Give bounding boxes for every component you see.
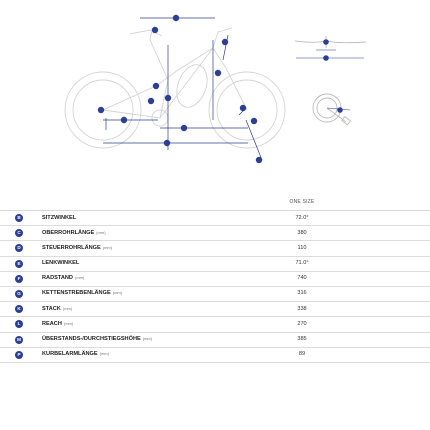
row-badge: K: [15, 305, 23, 313]
row-value: 316: [297, 290, 307, 297]
row-value: 338: [297, 305, 307, 312]
table-row: [0, 287, 430, 302]
row-badge: C: [15, 229, 23, 237]
row-label: OBERROHRLÄNGE (mm): [42, 229, 106, 236]
row-value: 71.0°: [295, 260, 309, 267]
row-badge: L: [15, 320, 23, 328]
row-badge: E: [15, 260, 23, 268]
row-label: STACK (mm): [42, 305, 73, 312]
geometry-letter-markers: [98, 15, 262, 163]
table-row: [0, 272, 430, 287]
row-label: RADSTAND (mm): [42, 275, 85, 282]
row-value: 72.0°: [295, 214, 309, 221]
table-row: [0, 226, 430, 241]
table-row: [0, 348, 430, 363]
table-row: [0, 241, 430, 256]
row-label: LENKWINKEL: [42, 260, 80, 267]
table-header: [0, 196, 430, 211]
row-value: 380: [297, 229, 307, 236]
row-value: 270: [297, 320, 307, 327]
table-row: [0, 257, 430, 272]
row-badge: G: [15, 290, 23, 298]
row-badge: D: [15, 244, 23, 252]
table-row: [0, 302, 430, 317]
row-badge: M: [15, 336, 23, 344]
row-label: STEUERROHRLÄNGE (mm): [42, 244, 113, 251]
row-badge: P: [15, 351, 23, 359]
row-label: SITZWINKEL: [42, 214, 77, 221]
row-label: REACH (mm): [42, 320, 74, 327]
table-row: [0, 317, 430, 332]
bike-geometry-diagram: [0, 0, 430, 196]
geometry-table: [0, 196, 430, 363]
table-row: [0, 333, 430, 348]
column-header-one-size: ONE SIZE: [289, 199, 315, 205]
row-value: 89: [298, 351, 306, 358]
row-label: ÜBERSTANDS-/DURCHSTIEGSHÖHE (mm): [42, 336, 153, 342]
row-label: KURBELARMLÄNGE (mm): [42, 351, 109, 358]
row-value: 740: [297, 275, 307, 282]
row-badge: F: [15, 275, 23, 283]
table-row: [0, 211, 430, 226]
handlebar-inset: [295, 36, 366, 48]
row-value: 110: [297, 244, 307, 251]
row-badge: B: [15, 214, 23, 222]
row-label: KETTENSTREBENLÄNGE (mm): [42, 290, 123, 297]
row-value: 385: [297, 336, 307, 342]
